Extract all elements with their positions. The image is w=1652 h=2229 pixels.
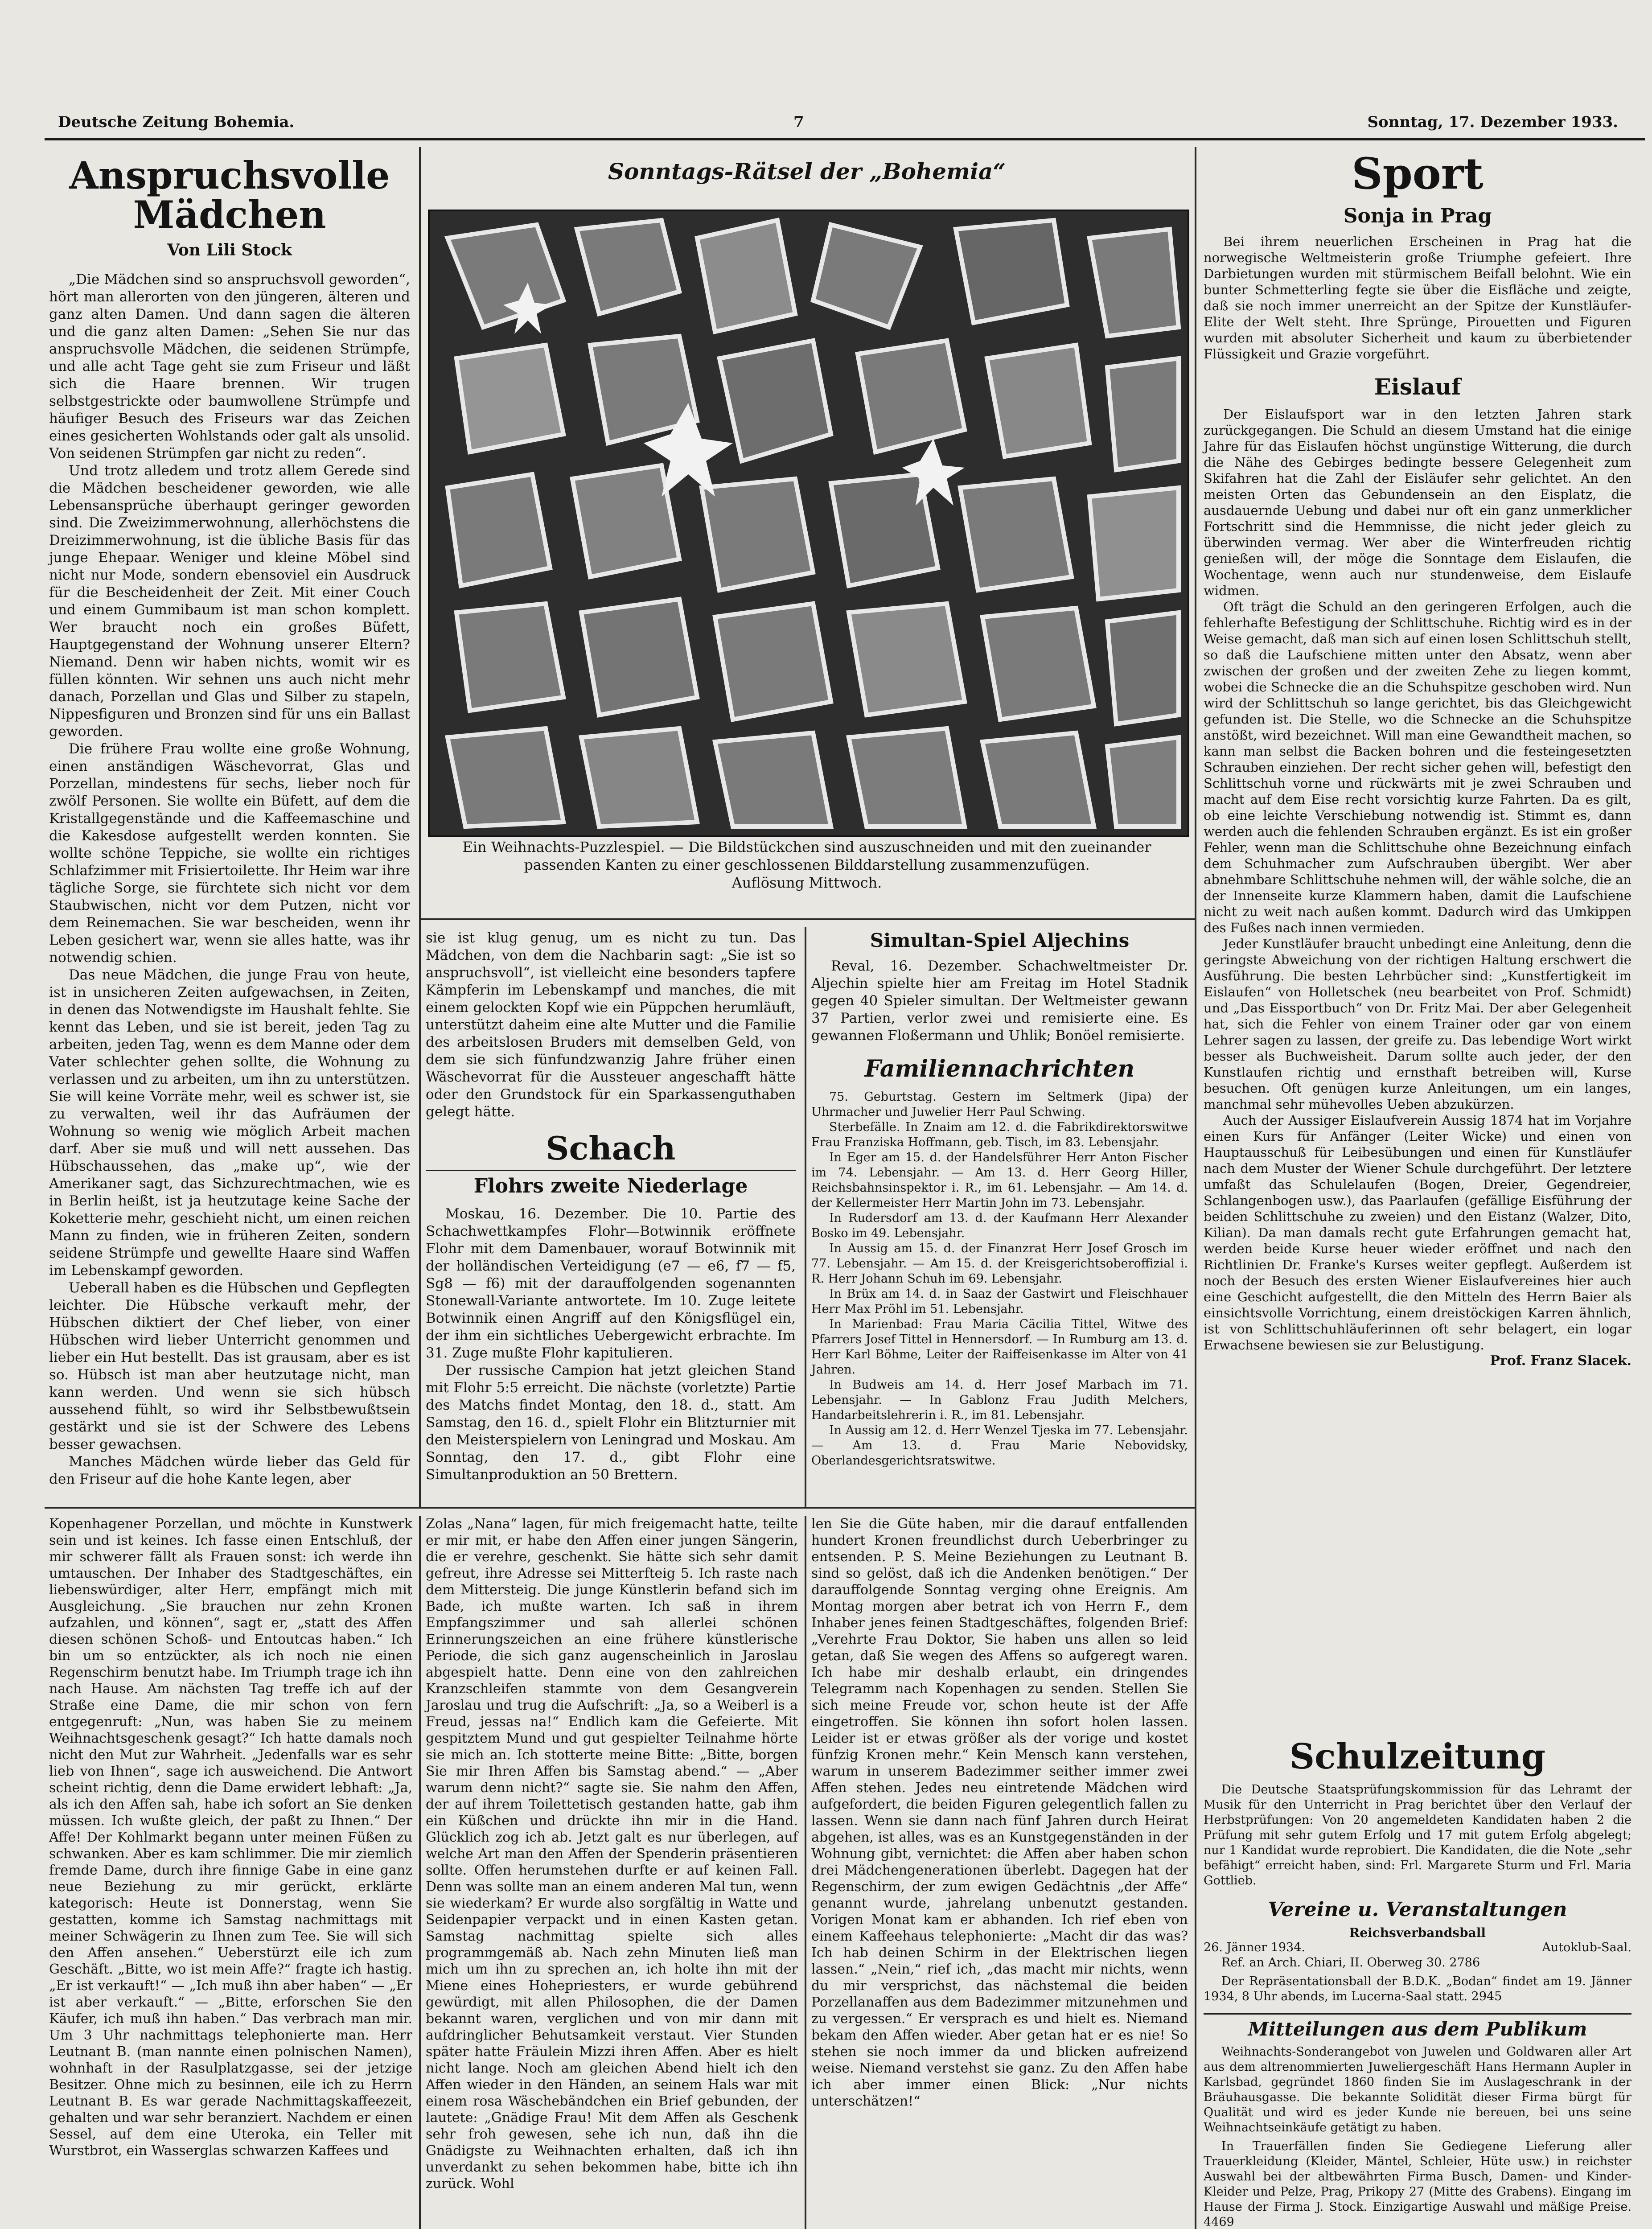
paragraph: Die frühere Frau wollte eine große Wohnung, einen anständigen Wäschevorrat, Glas und Porzellan, mindestens für sechs, lieber noch für zwölf Personen. Sie wollte ein Büfett, auf dem die Kristallgegenstände und die Kaffeemaschine und die Kakesdose aufgestellt werden konnten. Sie wollte schöne Teppiche, sie wollte ein richtiges Schlafzimmer mit Frisiertoilette. Ihr Heim war ihre tägliche Sorge, sie fürchtete sich nicht vor dem Staubwischen, nicht vor dem Putzen, nicht vor dem Reinemachen. Sie war bescheiden, wenn ihr Leben gesichert war, wenn sie alles hatte, was ihr notwendig schien. — [49, 741, 410, 966]
paragraph: sie ist klug genug, um es nicht zu tun. Das Mädchen, von dem die Nachbarin sagt: „Sie ist so anspruchsvoll“, ist vielleicht eine besonders tapfere Kämpferin im Lebenskampf und manches, die mit einem gelockten Kopf wie ein Püppchen herumläuft, unterstützt daheim eine alte Mutter und die Familie des arbeitslosen Bruders mit demselben Geld, von dem sie sich fünfundzwanzig Jahre früher einen Wäschevorrat für die Aussteuer angeschafft hätte oder den Grundstock für ein Sparkassenguthaben gelegt hätte. — [426, 930, 796, 1120]
family-news-body — [811, 1090, 1188, 1468]
chess-article-body — [426, 1205, 796, 1484]
paragraph: Und trotz alledem und trotz allem Gerede sind die Mädchen bescheidener geworden, wie alle Lebensansprüche überhaupt geringer geworden sind. Die Zweizimmerwohnung, allerhöchstens die Dreizimmerwohnung, ist die übliche Basis für das junge Ehepaar. Weniger und kleine Möbel sind nicht nur Mode, sondern ebensoviel ein Ausdruck für die Bescheidenheit der Zeit. Mit einer Couch und einem Gummibaum ist man schon komplett. Wer braucht noch ein großes Büfett, Hauptgegenstand der Wohnung unserer Eltern? Niemand. Denn wir haben nichts, womit wir es füllen könnten. Wir sehnen uns auch nicht mehr danach, Porzellan und Glas und Silber zu stapeln, Nippesfiguren und Bronzen sind für uns ein Ballast geworden. — [49, 463, 410, 740]
paragraph: Ueberall haben es die Hübschen und Gepflegten leichter. Die Hübsche verkauft mehr, der Hübschen diktiert der Chef lieber, von einer Hübschen wird lieber Unterricht genommen und lieber ein Hut bestellt. Das ist grausam, aber es ist so. Hübsch ist man aber heutzutage nicht, man kann werden. Und wenn sie sich hübsch aussehend fühlt, so wird ihr Selbstbewußtsein gestärkt und sie ist der Schwere des Lebens besser gewachsen. — [49, 1280, 410, 1453]
paragraph: Jeder Kunstläufer braucht unbedingt eine Anleitung, denn die geringste Abweichung von der richtigen Haltung erschwert die Ausführung. Die besten Lehrbücher sind: „Kunstfertigkeit im Eislaufen“ von Holletschek (neu bearbeitet von Prof. Schmidt) und „Das Eissportbuch“ von Dr. Fritz Mai. Der aber Gelegenheit hat, sich die Fehler von einem Trainer oder gar von einem Lehrer sagen zu lassen, der greife zu. Das lebendige Wort wirkt besser als Buchweisheit. Darum sollte auch jeder, der den Kunstlaufen richtig und ernsthaft betreiben will, Kurse besuchen. Oft genügen kurze Anleitungen, um ein langes, manchmal sehr mühevolles Ueben abzukürzen. — [1204, 936, 1631, 1112]
column-rule — [419, 1516, 421, 2229]
eislauf-body — [1204, 406, 1631, 1353]
paragraph: In Eger am 15. d. der Handelsführer Herr Anton Fischer im 74. Lebensjahr. — Am 13. d. Herr Georg Hiller, Reichsbahnsinspektor i. R., im 61. Lebensjahr. — Am 14. d. der Kellermeister Herr Martin John im 73. Lebensjahr. — [811, 1151, 1188, 1210]
article-body — [49, 271, 410, 1488]
article-byline: Von Lili Stock — [167, 241, 292, 260]
puzzle-image — [428, 210, 1189, 837]
sport-title: Sport — [1352, 148, 1484, 199]
paragraph: Das neue Mädchen, die junge Frau von heute, ist in unsicheren Zeiten aufgewachsen, in Zeiten, in denen das Notwendigste im Haushalt fehlte. Sie kennt das Leben, und sie ist bereit, jeden Tag zu arbeiten, jeden Tag, wenn es dem Manne oder dem Vater schlechter gehen sollte, die Wohnung zu verlassen und zu arbeiten, um ihn zu unterstützen. Sie will keine Vorräte mehr, weil es schwer ist, sie zu verwalten, weil ihr das Aufräumen der Wohnung so wenig wie möglich Arbeit machen darf. Aber sie muß und will nett aussehen. Das Hübschaussehen, das „make up“, wie der Amerikaner sagt, das Sichzurechtmachen, wie es in Berlin heißt, ist ja heutzutage keine Sache der Koketterie mehr, geschieht nicht, um einen reichen Mann zu finden, wie in früheren Zeiten, sondern seidene Strümpfe und gewellte Haare sind Waffen im Lebenskampf geworden. — [49, 967, 410, 1279]
event-representation-ball: Der Repräsentationsball der B.D.K. „Bodan“ findet am 19. Jänner 1934, 8 Uhr abends, im Lucerna-Saal statt. 2945 — [1204, 1974, 1631, 2003]
event-ball-place: Autoklub-Saal. — [1542, 1940, 1631, 1954]
paragraph: Moskau, 16. Dezember. Die 10. Partie des Schachwettkampfes Flohr—Botwinnik eröffnete Flohr mit dem Damenbauer, worauf Botwinnik mit der holländischen Verteidigung (e7 — e6, f7 — f5, Sg8 — f6) mit der darauffolgenden sogenannten Stonewall-Variante antwortete. Im 10. Zuge leitete Botwinnik einen Angriff auf den Königsflügel ein, der ihm ein sichtliches Uebergewicht erbrachte. Im 31. Zuge mußte Flohr kapitulieren. — [426, 1205, 796, 1361]
school-news-body: Die Deutsche Staatsprüfungskommission für das Lehramt der Musik für den Unterricht in Prag berichtet über den Verlauf der Herbstprüfungen: Von 20 angemeldeten Kandidaten haben 2 die Prüfung mit sehr gutem Erfolg und 17 mit gutem Erfolg abgelegt; nur 1 Kandidat wurde reprobiert. Die Kandidaten, die die Note „sehr befähigt“ erreicht haben, sind: Frl. Margarete Sturm und Frl. Maria Gottlieb. — [1204, 1782, 1631, 1888]
bottom-story-column-2: Zolas „Nana“ lagen, für mich freigemacht hatte, teilte er mir mit, er habe den Affen einer jungen Sängerin, die er verehre, geschenkt. Sie hätte sich sehr damit gefreut, ihre Adresse sei Mitterfteig 5. Ich raste nach dem Mittersteig. Die junge Künstlerin befand sich im Bade, ich mußte warten. Ich saß in ihrem Empfangszimmer und sah allerlei schönen Erinnerungszeichen an eine frühere künstlerische Periode, die sich ganz augenscheinlich in Jaroslau abgespielt hatte. Denn eine von den zahlreichen Kranzschleifen stammte von dem Gesangverein Jaroslau und trug die Aufschrift: „Ja, so a Weiberl is a Freud, jessas na!“ Endlich kam die Gefeierte. Mit gespitztem Mund und gut gespielter Teilnahme hörte sie mich an. Ich stotterte meine Bitte: „Bitte, borgen Sie mir Ihren Affen bis Samstag abend.“ — „Aber warum denn nicht?“ sagte sie. Sie nahm den Affen, der auf ihrem Toilettetisch gestanden hatte, gab ihm ein Küßchen und drückte ihn mir in die Hand. Glücklich zog ich ab. Jetzt galt es nur überlegen, auf welche Art man den Affen der Spenderin präsentieren sollte. Offen herumstehen durfte er auf keinen Fall. Denn was sollte man an einem anderen Mal tun, wenn sie wiederkam? Er wurde also sorgfältig in Watte und Seidenpapier verpackt und in einen Kasten getan. Samstag nachmittag spielte sich alles programmgemäß ab. Nach zehn Minuten ließ man mich um ihn zu sprechen an, ich holte ihn mit der Miene eines Hohepriesters, er wurde gebührend gewürdigt, mit allen Philosophen, die der Damen bekannt waren, verglichen und von mir dann mit aufdringlicher Behutsamkeit verstaut. Vier Stunden später hatte Fräulein Mizzi ihren Affen. Aber es hielt nicht lange. Noch am gleichen Abend hielt ich den Affen wieder in den Händen, an seinem Hals war mit einem rosa Wäschebändchen ein Brief gebunden, der lautete: „Gnädige Frau! Mit dem Affen als Geschenk sehr froh gewesen, sehe ich nun, daß ihn die Gnädigste zu Weihnachten erhalten, daß ich ihn unverdankt zu sehen bekommen habe, bitte ich ihn zurück. Wohl — [426, 1516, 798, 2192]
school-news-title: Schulzeitung — [1289, 1736, 1546, 1777]
paragraph: In Budweis am 14. d. Herr Josef Marbach im 71. Lebensjahr. — In Gablonz Frau Judith Melchers, Handarbeitslehrerin i. R., im 81. Lebensjahr. — [811, 1378, 1188, 1422]
puzzle-caption — [428, 838, 1186, 892]
public-notice-jeweller: Weihnachts-Sonderangebot von Juwelen und Goldwaren aller Art aus dem altrenommierten Juweliergeschäft Hans Hermann Aupler in Karlsbad, gegründet 1860 finden Sie im Auslageschrank in der Bräuhausgasse. Die bekannte Solidität dieser Firma bürgt für Qualität und wird es jeder Kunde nie bereuen, bei uns seine Weihnachtseinkäufe getätigt zu haben. — [1204, 2044, 1631, 2134]
section-rule — [419, 918, 1195, 920]
paragraph: In Aussig am 12. d. Herr Wenzel Tjeska im 77. Lebensjahr. — Am 13. d. Frau Marie Nebovidsky, Oberlandesgerichtsratswitwe. — [811, 1423, 1188, 1468]
article-continuation — [426, 929, 796, 1121]
sonja-body — [1204, 234, 1631, 362]
paragraph: In Marienbad: Frau Maria Cäcilia Tittel, Witwe des Pfarrers Josef Tittel in Hennersdorf. — In Rumburg am 13. d. Herr Karl Böhme, Leiter der Raiffeisenkasse im Alter von 41 Jahren. — [811, 1317, 1188, 1377]
simultan-and-family-news — [811, 929, 1188, 1468]
paragraph: In Rudersdorf am 13. d. der Kaufmann Herr Alexander Bosko im 49. Lebensjahr. — [811, 1211, 1188, 1240]
puzzle-caption-text: Ein Weihnachts-Puzzlespiel. — Die Bildstückchen sind auszuschneiden und mit den zueinander passenden Kanten zu einer geschlossenen Bilddarstellung zusammenzufügen. — [462, 839, 1151, 873]
bottom-story-column-1: Kopenhagener Porzellan, und möchte in Kunstwerk sein und ist keines. Ich fasse einen Entschluß, der mir schwerer fällt als Frauen sonst: ich werde ihn umtauschen. Der Inhaber des Stadtgeschäftes, ein liebenswürdiger, alter Herr, empfängt mich mit Ausgleichung. „Sie brauchen nur zehn Kronen aufzahlen, und können“, sagt er, „statt des Affen diesen schönen Schoß- und Entoutcas haben.“ Ich bin um so entzückter, als ich noch nie einen Regenschirm benutzt habe. Im Triumph trage ich ihn nach Hause. Am nächsten Tag treffe ich auf der Straße eine Dame, die mir schon von fern entgegenruft: „Nun, was haben Sie zu meinem Weihnachtsgeschenk gesagt?“ Ich hatte damals noch nicht den Mut zur Wahrheit. „Jedenfalls war es sehr lieb von Ihnen“, sage ich ausweichend. Die Antwort scheint richtig, denn die Dame erwidert lebhaft: „Ja, als ich den Affen sah, habe ich sofort an Sie denken müssen. Ich wußte gleich, der paßt zu Ihnen.“ Der Affe! Der Kohlmarkt begann unter meinen Füßen zu schwanken. Aber es kam schlimmer. Die mir ziemlich fremde Dame, durch ihre finnige Gabe in eine ganz neue Beziehung zu mir gerückt, erklärte kategorisch: Heute ist Donnerstag, wenn Sie gestatten, komme ich Samstag nachmittags mit meiner Schwägerin zu Ihnen zum Tee. Sie will sich den Affen ansehen.“ Ueberstürzt eile ich zum Geschäft. „Bitte, wo ist mein Affe?“ fragte ich hastig. „Er ist verkauft!“ — „Ich muß ihn aber haben“ — „Er ist aber verkauft.“ — „Bitte, erforschen Sie den Käufer, ich muß ihn haben.“ Das verbrach man mir. Um 3 Uhr nachmittags telephonierte man. Herr Leutnant B. (man nannte einen polnischen Namen), wohnhaft in der Rasulplatzgasse, sei der jetzige Besitzer. Ohne mich zu besinnen, eile ich zu Herrn Leutnant B. Es war gerade Nachmittagskaffeezeit, gehalten und war sehr beranziert. Nachdem er einen Sessel, auf dem eine Uteroka, ein Teller mit Wurstbrot, ein Wasserglas schwarzen Kaffees und — [49, 1516, 412, 2159]
paragraph: Auch der Aussiger Eislaufverein Aussig 1874 hat im Vorjahre einen Kurs für Anfänger (Leiter Wicke) und einen von Hauptausschuß für Leibesübungen und einen für Kunstläufer nach dem Muster der Wiener Schule durchgeführt. Der letztere umfaßt das Schulelaufen (Bogen, Dreier, Gegendreier, Schlangenbogen usw.), das Paarlaufen (gefällige Eisführung der beiden Schlittschuhe zu zweien) und den Eistanz (Walzer, Dito, Kilian). Da man damals recht gute Erfahrungen gemacht hat, werden beide Kurse heuer wieder eröffnet und nach den Richtlinien Dr. Franke's Kurses weiter gepflegt. Außerdem ist noch der Besuch des ersten Wiener Eislaufvereines hier auch eine Geschicht aufgestellt, die den Mitteln des Herrn Baier als einsichtsvolle Vorrichtung, einem dreistöckigen Karren ähnlich, ist von Schlittschuhläuferinnen oft sehr belagert, ein logar Erwachsene bewiesen sie zur Belustigung. — [1204, 1112, 1631, 1353]
school-and-notices-section — [1204, 1736, 1631, 2229]
page-header — [45, 111, 1645, 140]
header-page-number: 7 — [793, 113, 804, 131]
paragraph: Der russische Campion hat jetzt gleichen Stand mit Flohr 5:5 erreicht. Die nächste (vorletzte) Partie des Matchs findet Montag, den 18. d., statt. Am Samstag, den 16. d., spielt Flohr ein Blitzturnier mit den Meisterspielern von Leningrad und Moskau. Am Sonntag, den 17. d., gibt Flohr eine Simultanproduktion an 50 Brettern. — [426, 1362, 796, 1483]
bottom-story-column-3: len Sie die Güte haben, mir die darauf entfallenden hundert Kronen freundlichst durch Ueberbringer zu entsenden. P. S. Meine Beziehungen zu Leutnant B. sind so gelöst, daß ich die Andenken benötigen.“ Der darauffolgende Sonntag verging ohne Ereignis. Am Montag morgen aber betrat ich von Herrn F., dem Inhaber jenes feinen Stadtgeschäftes, folgenden Brief: „Verehrte Frau Doktor, Sie haben uns allen so leid getan, daß Sie wegen des Affens so aufgeregt waren. Ich habe mir deshalb erlaubt, ein dringendes Telegramm nach Kopenhagen zu senden. Stellen Sie sich meine Freude vor, schon heute ist der Affe eingetroffen. Sie können ihn sofort holen lassen. Leider ist er etwas größer als der vorige und kostet fünfzig Kronen mehr.“ Kein Mensch kann verstehen, warum in unserem Badezimmer seither immer zwei Affen stehen. Jedes neu eintretende Mädchen wird aufgefordert, die beiden Figuren gelegentlich fallen zu lassen. Wenn sie dann nach fünf Jahren durch Heirat abgehen, ist alles, was es an Kunstgegenständen in der Wohnung gibt, vernichtet: die Affen aber haben schon drei Mädchengenerationen überlebt. Dagegen hat der Regenschirm, der zum ewigen Gedächtnis „der Affe“ genannt wurde, jahrelang unbenutzt gestanden. Vorigen Monat kam er abhanden. Ich rief eben von einem Kaffeehaus telephonierte: „Macht dir das was? Ich hab deinen Schirm in der Elektrischen liegen lassen.“ „Nein,“ rief ich, „das macht mir nichts, wenn du mir versprichst, das nächstemal die beiden Porzellanaffen aus dem Badezimmer mitzunehmen und zu vergessen.“ Er versprach es und hielt es. Niemand bekam den Affen wieder. Aber getan hat er es nie! So stehen sie noch immer da und blicken aufreizend weise. Niemand verstehst sie ganz. Zu den Affen habe ich aber immer einen Blick: „Nur nichts unterschätzen!“ — [811, 1516, 1188, 2109]
events-title: Vereine u. Veranstaltungen — [1268, 1898, 1567, 1921]
event-ball-heading: Reichsverbandsball — [1349, 1925, 1486, 1940]
header-date: Sonntag, 17. Dezember 1933. — [1367, 113, 1618, 131]
article-title: Anspruchsvolle Mädchen — [69, 153, 390, 237]
event-ball-date: 26. Jänner 1934. — [1204, 1940, 1305, 1954]
paragraph: Reval, 16. Dezember. Schachweltmeister Dr. Aljechin spielte hier am Freitag im Hotel Stadnik gegen 40 Spieler simultan. Der Weltmeister gewann 37 Partien, verlor zwei und remisierte eine. Es gewannen Floßermann und Uhlik; Bonöel remisierte. — [811, 958, 1188, 1044]
sonja-title: Sonja in Prag — [1343, 204, 1492, 227]
public-notices-title: Mitteilungen aus dem Publikum — [1204, 2013, 1631, 2040]
simultan-body — [811, 958, 1188, 1045]
sport-section — [1204, 148, 1631, 1369]
chess-section-title: Schach — [546, 1129, 676, 1167]
paragraph: In Aussig am 15. d. der Finanzrat Herr Josef Grosch im 77. Lebensjahr. — Am 15. d. der Kreisgerichtsoberoffizial i. R. Herr Johann Schuh im 69. Lebensjahr. — [811, 1242, 1188, 1286]
header-paper-name: Deutsche Zeitung Bohemia. — [58, 113, 295, 131]
column-rule — [1195, 147, 1196, 2229]
paragraph: In Brüx am 14. d. in Saaz der Gastwirt und Fleischhauer Herr Max Pröhl im 51. Lebensjahr. — [811, 1287, 1188, 1316]
family-news-title: Familiennachrichten — [864, 1055, 1135, 1082]
puzzle-pieces-illustration — [430, 211, 1188, 835]
paragraph: Manches Mädchen würde lieber das Geld für den Friseur auf die hohe Kante legen, aber — [49, 1454, 410, 1488]
paragraph: Sterbefälle. In Znaim am 12. d. die Fabrikdirektorswitwe Frau Franziska Hoffmann, geb. Tisch, im 83. Lebensjahr. — [811, 1120, 1188, 1149]
continuation-and-chess — [426, 929, 796, 1484]
column-rule — [805, 927, 806, 1507]
eislauf-title: Eislauf — [1374, 373, 1461, 400]
paragraph: Bei ihrem neuerlichen Erscheinen in Prag hat die norwegische Weltmeisterin große Triumphe gefeiert. Ihre Darbietungen wurden mit stürmischem Beifall belohnt. Wie ein bunter Schmetterling fegte sie über die Eisfläche und zeigte, daß sie noch immer unerreicht an der Spitze der Kunstläufer-Elite der Welt steht. Ihre Sprünge, Pirouetten und Figuren wurden mit absoluter Sicherheit und kaum zu überbietender Flüssigkeit und Grazie vorgeführt. — [1204, 234, 1631, 362]
simultan-title: Simultan-Spiel Aljechins — [870, 929, 1130, 951]
article-anspruchsvolle-maedchen — [49, 153, 410, 1488]
paragraph: „Die Mädchen sind so anspruchsvoll geworden“, hört man allerorten von den jüngeren, älteren und ganz alten Damen. Und dann sagen die älteren und die ganz alten Damen: „Sehen Sie nur das anspruchsvolle Mädchen, die seidenen Strümpfe, und alle acht Tage geht sie zum Friseur und läßt sich die Haare brennen. Wir trugen selbstgestrickte oder baumwollene Strümpfe und häufiger Besuch des Friseurs war das Zeichen eines gesicherten Wohlstands oder galt als unsolid. Von seidenen Strümpfen gar nicht zu reden“. — [49, 271, 410, 462]
event-ball-line — [1204, 1940, 1631, 1955]
paragraph: Oft trägt die Schuld an den geringeren Erfolgen, auch die fehlerhafte Befestigung der Schlittschuhe. Richtig wird es in der Weise gemacht, daß man sich auf einen losen Schlittschuh stellt, so daß die Laufschiene mitten unter den Absatz, wenn aber zwischen der großen und der zweiten Zehe zu liegen kommt, wobei die Schnecke die an die Schuhspitze geschoben wird. Nun wird der Schlittschuh so lange gerichtet, bis das Gleichgewicht gefunden ist. Die Stelle, wo die Schnecke an die Schuhspitze anstößt, wird bezeichnet. Will man eine Gewandtheit machen, so kann man selbst die Backen bohren und die festeingesetzten Schrauben einziehen. Der recht sicher gehen will, befestigt den Schlittschuh vorne und rückwärts mit je zwei Schrauben und macht auf dem Eise recht vorsichtig kurze Fahrten. Da es gilt, ob eine leichte Verschiebung notwendig ist. Stimmt es, dann werden auch die fehlenden Schrauben ergänzt. Es ist ein großer Fehler, wenn man die Schlittschuhe ohne Bezeichnung einfach dem Schuhmacher zum Aufschrauben übergibt. Wer aber abnehmbare Schlittschuhe nehmen will, der wähle solche, die an der Innenseite kurze Klammern haben, damit die Laufschiene nicht zu weit nach außen kommt. Dadurch wird das Umkippen des Fußes nach innen vermieden. — [1204, 599, 1631, 935]
section-rule — [45, 1507, 1195, 1509]
article-signature: Prof. Franz Slacek. — [1490, 1353, 1631, 1369]
puzzle-title: Sonntags-Rätsel der „Bohemia“ — [608, 158, 1006, 185]
column-rule — [805, 1516, 806, 2229]
event-ball-detail: Ref. an Arch. Chiari, II. Oberweg 30. 2786 — [1221, 1955, 1480, 1970]
paragraph: 75. Geburtstag. Gestern im Seltmerk (Jipa) der Uhrmacher und Juwelier Herr Paul Schwing. — [811, 1090, 1188, 1119]
paragraph: Der Eislaufsport war in den letzten Jahren stark zurückgegangen. Die Schuld an diesem Umstand hat die einige Jahre für das Eislaufen höchst ungünstige Witterung, die durch die Nähe des Gebirges bedingte bessere Gelegenheit zum Skifahren hat die Zahl der Eisläufer sehr gelichtet. An den meisten Orten das Gebundensein an den Eisplatz, die ausdauernde Uebung und dabei nur oft ein ganz unmerklicher Fortschritt sind die Hemmnisse, die nicht jeder gleich zu überwinden vermag. Wer aber die Winterfreuden richtig genießen will, der möge die Sonntage dem Eislaufen, die Wochentage, wenn auch nur stundenweise, dem Eislaufe widmen. — [1204, 406, 1631, 598]
puzzle-answer-note: Auflösung Mittwoch. — [731, 874, 882, 891]
chess-article-title: Flohrs zweite Niederlage — [426, 1170, 796, 1197]
column-rule — [419, 147, 421, 1507]
public-notice-mourning-clothes: In Trauerfällen finden Sie Gediegene Lieferung aller Trauerkleidung (Kleider, Mäntel, Schleier, Hüte usw.) in reichster Auswahl bei der altbewährten Firma Busch, Damen- und Kinder-Kleider und Pelze, Prag, Prikopy 27 (Mitte des Grabens). Eingang im Hause der Firma J. Stock. Einzigartige Auswahl und mäßige Preise. 4469 — [1204, 2139, 1631, 2229]
